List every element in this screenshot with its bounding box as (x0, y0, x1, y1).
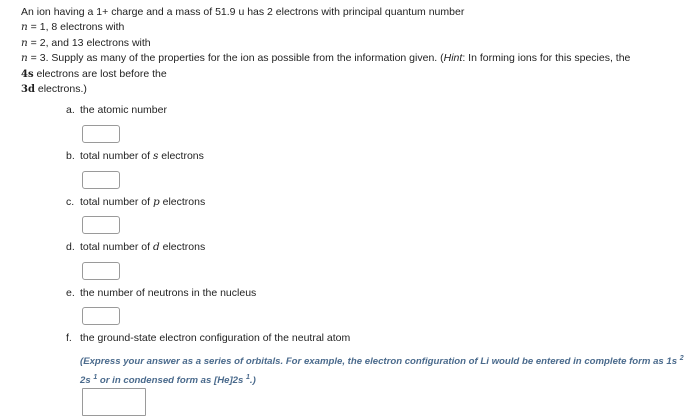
hint-superscript: 1 (93, 374, 98, 382)
question-letter: b. (66, 150, 75, 162)
intro-line-5-text: electrons are lost before the (33, 67, 167, 80)
intro-line-1: An ion having a 1+ charge and a mass of 51.9 u has 2 electrons with principal quantum number (21, 6, 465, 18)
intro-line-3-text: = 2, and 13 electrons with (27, 36, 151, 49)
orbital-symbol: s (152, 150, 159, 162)
hint-text-2: 2s (80, 375, 94, 387)
question-b (66, 150, 204, 162)
intro-line-4-num: = 3. (27, 52, 49, 65)
electron-configuration-input[interactable] (82, 388, 146, 416)
question-letter: e. (66, 287, 75, 299)
hint-superscript: 2 (679, 355, 684, 362)
question-f (66, 332, 350, 344)
question-letter: f. (66, 332, 72, 344)
n-variable: n (21, 21, 28, 34)
hint-text-3: or in condensed form as [He]2s (97, 375, 246, 387)
orbital-3d: 3d (21, 84, 35, 96)
intro-line-3 (21, 36, 681, 51)
problem-statement (21, 5, 681, 97)
n-variable: n (21, 36, 28, 49)
intro-line-2 (21, 20, 681, 35)
question-letter: d. (66, 241, 75, 253)
question-text: total number of (80, 196, 153, 208)
orbital-4s: 4s (21, 68, 34, 80)
p-electrons-input[interactable] (82, 216, 120, 234)
question-text: the number of neutrons in the nucleus (80, 287, 257, 299)
question-e (66, 287, 256, 299)
hint-text-4: .) (249, 375, 256, 387)
question-text-tail: electrons (158, 150, 204, 162)
question-text-tail: electrons (159, 241, 206, 253)
question-letter: c. (66, 196, 75, 208)
atomic-number-input[interactable] (82, 125, 120, 143)
question-text: the ground-state electron configuration of the neutral atom (80, 332, 351, 344)
orbital-symbol: d (152, 241, 160, 253)
orbital-symbol: p (152, 196, 160, 208)
intro-line-2-text: = 1, 8 electrons with (27, 21, 125, 34)
question-text: total number of (80, 150, 153, 162)
question-text: the atomic number (80, 104, 167, 116)
electron-config-hint (80, 351, 685, 389)
hint-superscript: 1 (246, 374, 250, 382)
question-d (66, 241, 205, 253)
question-c (66, 196, 205, 208)
s-electrons-input[interactable] (82, 171, 120, 189)
intro-line-5 (21, 67, 681, 82)
intro-line-4-tail: : In forming ions for this species, the (462, 52, 631, 65)
intro-line-4-text: Supply as many of the properties for the ion as possible from the information given. ( (48, 52, 444, 65)
question-text: total number of (80, 241, 153, 253)
neutrons-input[interactable] (82, 307, 120, 325)
question-a (66, 104, 167, 116)
question-letter: a. (66, 104, 75, 116)
intro-line-6 (21, 82, 681, 97)
intro-line-4 (21, 51, 681, 66)
hint-text-1: (Express your answer as a series of orbitals. For example, the electron configuration of Li would be entered in complete form as 1s (80, 356, 680, 368)
hint-word: Hint (443, 52, 463, 65)
d-electrons-input[interactable] (82, 262, 120, 280)
intro-line-6-text: electrons.) (34, 83, 87, 96)
question-text-tail: electrons (159, 196, 206, 208)
n-variable: n (21, 52, 28, 65)
